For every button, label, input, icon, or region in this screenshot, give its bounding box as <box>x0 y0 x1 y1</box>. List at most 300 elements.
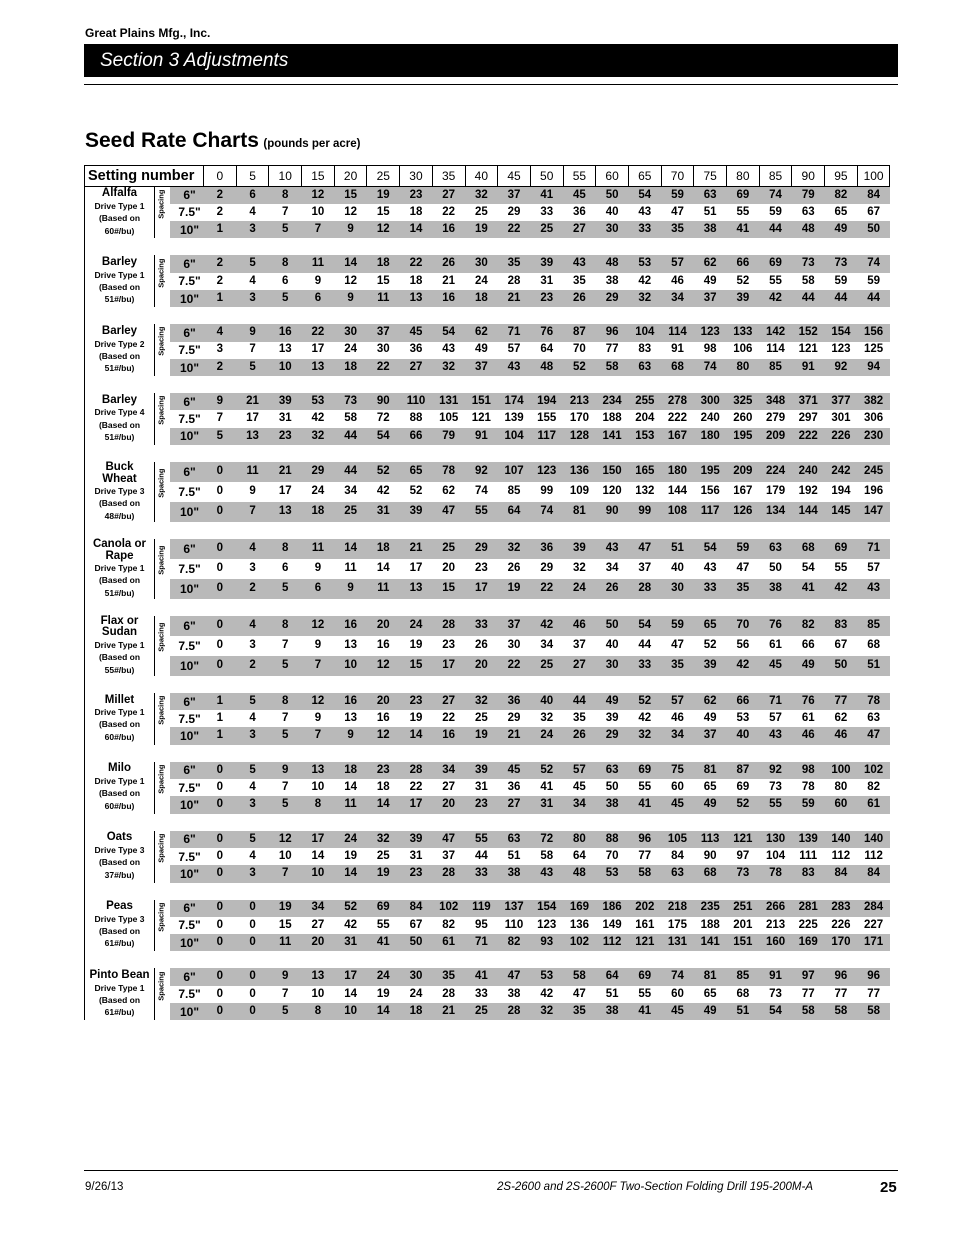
rate-cell: 7 <box>282 712 289 725</box>
rate-cell: 123 <box>530 462 563 482</box>
rate-cell: 84 <box>671 849 684 862</box>
rate-cell: 44 <box>334 462 367 482</box>
rate-cell: 15 <box>376 274 390 287</box>
rate-cell: 57 <box>769 712 782 725</box>
crop-note: (Based on <box>98 419 141 430</box>
crop-label <box>85 539 155 599</box>
rate-cell: 46 <box>563 616 596 636</box>
rate-cell: 87 <box>563 324 596 341</box>
rate-cell: 50 <box>857 221 890 238</box>
rate-cell: 105 <box>661 831 694 848</box>
rate-cell: 7 <box>282 205 289 218</box>
rate-cell: 54 <box>759 1003 792 1020</box>
table-row <box>85 559 890 579</box>
rate-cell: 28 <box>507 274 521 287</box>
rate-cell: 33 <box>465 865 498 882</box>
rate-cell: 348 <box>759 393 792 410</box>
table-row <box>85 204 890 221</box>
rate-cell: 10 <box>311 205 325 218</box>
rate-cell: 73 <box>769 987 782 1000</box>
rate-cell: 92 <box>825 359 858 376</box>
crop-label <box>85 616 155 676</box>
rate-cell: 105 <box>439 412 459 425</box>
rate-cell: 81 <box>563 502 596 522</box>
rate-cell: 0 <box>204 831 237 848</box>
rate-cell: 37 <box>638 562 652 575</box>
rate-cell: 44 <box>563 693 596 710</box>
rate-cell: 23 <box>474 562 488 575</box>
rate-cell: 69 <box>727 187 760 204</box>
rate-cell: 90 <box>367 393 400 410</box>
rate-cell: 39 <box>694 656 727 676</box>
rate-cell: 43 <box>703 562 717 575</box>
rate-cell: 10 <box>311 987 325 1000</box>
setting-number-header: Setting number <box>85 166 204 187</box>
rate-cell: 43 <box>857 579 890 599</box>
crop-name: Canola or Rape <box>92 538 147 562</box>
rate-cell: 41 <box>792 579 825 599</box>
rate-cell: 144 <box>792 502 825 522</box>
spacing-label-text: Spacing <box>156 327 166 357</box>
table-row <box>85 221 890 238</box>
rate-cell: 38 <box>759 579 792 599</box>
rate-cell: 108 <box>661 502 694 522</box>
rate-cell: 42 <box>540 987 554 1000</box>
rate-cell: 112 <box>596 934 629 951</box>
rate-cell: 45 <box>759 656 792 676</box>
rate-cell: 14 <box>334 539 367 559</box>
crop-note: Drive Type 3 <box>94 844 145 855</box>
rate-cell: 14 <box>311 849 325 862</box>
rate-cell: 4 <box>249 274 256 287</box>
rate-cell: 42 <box>638 712 652 725</box>
crop-note: (Based on <box>98 281 141 292</box>
rate-cell: 99 <box>628 502 661 522</box>
rate-cell: 25 <box>474 712 488 725</box>
rate-cell: 25 <box>465 1003 498 1020</box>
rate-cell: 132 <box>635 485 655 498</box>
rate-cell: 78 <box>857 693 890 710</box>
row-spacing: 10" <box>170 502 204 522</box>
row-spacing: 7.5" <box>178 561 201 576</box>
row-spacing: 10" <box>170 579 204 599</box>
crop-note: Drive Type 3 <box>94 486 145 497</box>
table-row <box>85 428 890 445</box>
rate-cell: 121 <box>798 343 818 356</box>
group-spacer <box>85 445 890 462</box>
rate-cell: 27 <box>563 656 596 676</box>
rate-cell: 3 <box>236 796 269 813</box>
setting-header-cell: 50 <box>530 166 563 187</box>
rate-cell: 113 <box>694 831 727 848</box>
rate-cell: 147 <box>857 502 890 522</box>
rate-cell: 46 <box>671 712 684 725</box>
crop-note: (Based on <box>98 857 141 868</box>
rate-cell: 39 <box>530 255 563 272</box>
rate-cell: 34 <box>302 900 335 917</box>
rate-cell: 24 <box>474 274 488 287</box>
rate-cell: 84 <box>857 187 890 204</box>
table-row <box>85 393 890 410</box>
rate-cell: 110 <box>400 393 433 410</box>
rate-cell: 82 <box>825 187 858 204</box>
rate-cell: 41 <box>727 221 760 238</box>
rate-cell: 39 <box>400 502 433 522</box>
rate-cell: 0 <box>204 762 237 779</box>
crop-note: Drive Type 2 <box>94 338 145 349</box>
spacing-label <box>155 762 170 814</box>
rate-cell: 5 <box>269 290 302 307</box>
table-row <box>85 502 890 522</box>
rate-cell: 47 <box>857 727 890 744</box>
rate-cell: 0 <box>204 934 237 951</box>
rate-cell: 6 <box>302 579 335 599</box>
rate-cell: 22 <box>367 359 400 376</box>
row-spacing: 7.5" <box>178 987 201 1002</box>
rate-cell: 0 <box>204 539 237 559</box>
crop-note: 51#/bu) <box>104 363 135 374</box>
table-row <box>85 616 890 636</box>
rate-cell: 18 <box>367 255 400 272</box>
rate-cell: 213 <box>563 393 596 410</box>
rate-cell: 91 <box>671 343 684 356</box>
rate-cell: 52 <box>367 462 400 482</box>
rate-cell: 32 <box>367 831 400 848</box>
setting-header-cell: 95 <box>825 166 858 187</box>
rate-cell: 58 <box>344 412 357 425</box>
rate-cell: 82 <box>792 616 825 636</box>
crop-note: 37#/bu) <box>104 869 135 880</box>
rate-cell: 4 <box>249 712 256 725</box>
heading-title: Seed Rate Charts <box>85 129 259 152</box>
rate-cell: 37 <box>498 616 531 636</box>
rate-cell: 5 <box>269 796 302 813</box>
heading-subtitle: (pounds per acre) <box>263 138 361 150</box>
rate-cell: 170 <box>569 412 589 425</box>
rate-cell: 18 <box>409 274 423 287</box>
rate-cell: 281 <box>792 900 825 917</box>
rate-cell: 47 <box>736 562 750 575</box>
rate-cell: 8 <box>269 255 302 272</box>
rate-cell: 131 <box>432 393 465 410</box>
spacing-label-text: Spacing <box>156 545 166 575</box>
rate-cell: 38 <box>596 1003 629 1020</box>
rate-cell: 3 <box>249 562 256 575</box>
rate-cell: 74 <box>530 502 563 522</box>
rate-cell: 27 <box>498 796 531 813</box>
rate-cell: 81 <box>694 968 727 985</box>
row-spacing: 7.5" <box>178 485 201 500</box>
rate-cell: 49 <box>792 656 825 676</box>
rate-cell: 42 <box>638 274 652 287</box>
rate-cell: 15 <box>400 656 433 676</box>
rate-cell: 40 <box>605 205 619 218</box>
rate-cell: 12 <box>302 693 335 710</box>
rate-cell: 24 <box>311 485 325 498</box>
crop-note: 51#/bu) <box>104 432 135 443</box>
rate-cell: 4 <box>249 849 256 862</box>
rate-cell: 117 <box>530 428 563 445</box>
rate-cell: 13 <box>236 428 269 445</box>
page-number: 25 <box>880 1179 897 1196</box>
rate-cell: 49 <box>825 221 858 238</box>
rate-cell: 17 <box>302 831 335 848</box>
table-row <box>85 727 890 744</box>
rate-cell: 139 <box>792 831 825 848</box>
rate-cell: 48 <box>596 255 629 272</box>
rate-cell: 278 <box>661 393 694 410</box>
rate-cell: 77 <box>867 987 880 1000</box>
rate-cell: 0 <box>204 796 237 813</box>
spacer-cell <box>85 307 890 324</box>
rate-cell: 77 <box>638 849 652 862</box>
rate-cell: 0 <box>216 780 224 793</box>
rate-cell: 11 <box>367 579 400 599</box>
rate-cell: 42 <box>344 918 357 931</box>
rate-cell: 14 <box>334 255 367 272</box>
rate-cell: 37 <box>573 639 586 652</box>
rate-cell: 0 <box>249 987 256 1000</box>
crop-label <box>85 393 155 445</box>
rate-cell: 84 <box>825 865 858 882</box>
rate-cell: 18 <box>302 502 335 522</box>
rate-cell: 154 <box>825 324 858 341</box>
rate-cell: 0 <box>216 918 224 931</box>
rate-cell: 41 <box>540 780 554 793</box>
rate-cell: 188 <box>602 412 622 425</box>
rate-cell: 57 <box>867 562 880 575</box>
spacer-cell <box>85 445 890 462</box>
rate-cell: 14 <box>367 796 400 813</box>
crop-note: Drive Type 3 <box>94 913 145 924</box>
spacing-label <box>155 968 170 1020</box>
rate-cell: 12 <box>302 616 335 636</box>
rate-cell: 37 <box>498 187 531 204</box>
rate-cell: 34 <box>661 727 694 744</box>
rate-cell: 82 <box>442 918 456 931</box>
rate-cell: 12 <box>367 656 400 676</box>
rate-cell: 0 <box>216 562 224 575</box>
rate-cell: 4 <box>249 205 256 218</box>
spacing-label <box>155 900 170 952</box>
rate-cell: 61 <box>801 712 815 725</box>
rate-cell: 38 <box>605 274 619 287</box>
setting-header-cell: 80 <box>727 166 760 187</box>
rate-cell: 61 <box>432 934 465 951</box>
rate-cell: 68 <box>792 539 825 559</box>
rate-cell: 11 <box>302 255 335 272</box>
rate-cell: 31 <box>474 780 488 793</box>
rate-cell: 47 <box>573 987 586 1000</box>
rate-cell: 7 <box>236 502 269 522</box>
setting-header-cell: 15 <box>302 166 335 187</box>
row-spacing: 6" <box>170 693 204 710</box>
rate-cell: 31 <box>409 849 423 862</box>
group-spacer <box>85 599 890 616</box>
rate-cell: 17 <box>465 579 498 599</box>
spacing-label <box>155 324 170 376</box>
rate-cell: 186 <box>596 900 629 917</box>
rate-cell: 123 <box>694 324 727 341</box>
rate-cell: 52 <box>727 796 760 813</box>
rate-cell: 73 <box>769 780 782 793</box>
rate-cell: 64 <box>540 343 554 356</box>
rate-cell: 63 <box>759 539 792 559</box>
row-spacing: 7.5" <box>178 638 201 653</box>
rate-cell: 19 <box>409 712 423 725</box>
rate-cell: 69 <box>825 539 858 559</box>
rate-cell: 5 <box>204 428 237 445</box>
rate-cell: 7 <box>282 987 289 1000</box>
rate-cell: 24 <box>367 968 400 985</box>
row-spacing: 7.5" <box>178 918 201 933</box>
rate-cell: 31 <box>367 502 400 522</box>
rate-cell: 165 <box>628 462 661 482</box>
rate-cell: 61 <box>769 639 782 652</box>
crop-name: Flax or Sudan <box>100 614 139 639</box>
rate-cell: 69 <box>628 968 661 985</box>
rate-cell: 3 <box>236 865 269 882</box>
table-row <box>85 273 890 290</box>
rate-cell: 36 <box>530 539 563 559</box>
rate-cell: 44 <box>857 290 890 307</box>
rate-cell: 64 <box>498 502 531 522</box>
rate-cell: 40 <box>605 639 619 652</box>
rate-cell: 54 <box>367 428 400 445</box>
rate-cell: 22 <box>409 780 423 793</box>
rate-cell: 65 <box>834 205 848 218</box>
group-spacer <box>85 238 890 255</box>
crop-note: Drive Type 1 <box>94 775 145 786</box>
setting-header-cell: 35 <box>432 166 465 187</box>
rate-cell: 283 <box>825 900 858 917</box>
spacing-label-text: Spacing <box>156 622 166 652</box>
rate-cell: 28 <box>432 616 465 636</box>
row-spacing: 7.5" <box>178 274 201 289</box>
rate-cell: 18 <box>367 539 400 559</box>
rate-cell: 230 <box>857 428 890 445</box>
rate-cell: 71 <box>498 324 531 341</box>
setting-header-cell: 70 <box>661 166 694 187</box>
rate-cell: 50 <box>825 656 858 676</box>
rate-cell: 234 <box>596 393 629 410</box>
rate-cell: 377 <box>825 393 858 410</box>
rate-cell: 63 <box>694 187 727 204</box>
rate-cell: 3 <box>249 639 256 652</box>
table-row <box>85 656 890 676</box>
rate-cell: 21 <box>498 727 531 744</box>
rate-cell: 76 <box>759 616 792 636</box>
rate-cell: 100 <box>825 762 858 779</box>
rate-cell: 11 <box>302 539 335 559</box>
rate-cell: 52 <box>736 274 750 287</box>
rate-cell: 58 <box>857 1003 890 1020</box>
rate-cell: 0 <box>216 849 224 862</box>
rate-cell: 73 <box>825 255 858 272</box>
table-row <box>85 693 890 710</box>
rate-cell: 54 <box>694 539 727 559</box>
rate-cell: 35 <box>498 255 531 272</box>
rate-cell: 53 <box>596 865 629 882</box>
rate-cell: 33 <box>540 205 554 218</box>
crop-note: (Based on <box>98 213 141 224</box>
row-spacing: 10" <box>170 656 204 676</box>
rate-cell: 43 <box>442 343 456 356</box>
rate-cell: 43 <box>530 865 563 882</box>
rate-cell: 83 <box>792 865 825 882</box>
rate-cell: 9 <box>314 639 322 652</box>
rate-cell: 18 <box>334 359 367 376</box>
rate-cell: 32 <box>628 727 661 744</box>
crop-note: Drive Type 1 <box>94 707 145 718</box>
crop-name: Milo <box>108 762 131 775</box>
rate-cell: 52 <box>409 485 423 498</box>
rate-cell: 67 <box>867 205 880 218</box>
group-spacer <box>85 814 890 831</box>
rate-cell: 11 <box>334 796 367 813</box>
rate-cell: 25 <box>474 205 488 218</box>
rate-cell: 90 <box>596 502 629 522</box>
rate-cell: 245 <box>857 462 890 482</box>
rate-cell: 35 <box>661 221 694 238</box>
rate-cell: 44 <box>825 290 858 307</box>
rate-cell: 32 <box>573 562 586 575</box>
footer-document-title: 2S-2600 and 2S-2600F Two-Section Folding Drill 195-200M-A <box>497 1181 813 1193</box>
rate-cell: 79 <box>432 428 465 445</box>
rate-cell: 21 <box>498 290 531 307</box>
rate-cell: 43 <box>498 359 531 376</box>
rate-cell: 58 <box>563 968 596 985</box>
rate-cell: 34 <box>432 762 465 779</box>
rate-cell: 63 <box>596 762 629 779</box>
rate-cell: 25 <box>432 539 465 559</box>
rate-cell: 40 <box>671 562 684 575</box>
rate-cell: 14 <box>400 727 433 744</box>
group-spacer <box>85 883 890 900</box>
rate-cell: 24 <box>530 727 563 744</box>
row-spacing: 10" <box>170 865 204 882</box>
rate-cell: 41 <box>367 934 400 951</box>
rate-cell: 5 <box>236 831 269 848</box>
rate-cell: 84 <box>400 900 433 917</box>
rate-cell: 31 <box>334 934 367 951</box>
rate-cell: 55 <box>834 562 848 575</box>
rate-cell: 82 <box>498 934 531 951</box>
rate-cell: 85 <box>857 616 890 636</box>
rate-cell: 7 <box>282 639 289 652</box>
rate-cell: 30 <box>400 968 433 985</box>
rate-cell: 161 <box>635 918 655 931</box>
rate-cell: 47 <box>671 639 684 652</box>
spacing-label-text: Spacing <box>156 833 166 863</box>
rate-cell: 62 <box>465 324 498 341</box>
rate-cell: 55 <box>736 205 750 218</box>
rate-cell: 30 <box>661 579 694 599</box>
rate-cell: 11 <box>367 290 400 307</box>
rate-cell: 5 <box>269 1003 302 1020</box>
row-spacing: 6" <box>170 968 204 985</box>
rate-cell: 18 <box>465 290 498 307</box>
crop-label <box>85 693 155 745</box>
rate-cell: 55 <box>638 987 652 1000</box>
rate-cell: 49 <box>703 712 717 725</box>
rate-cell: 0 <box>204 616 237 636</box>
crop-name: Oats <box>106 831 133 844</box>
table-row <box>85 848 890 865</box>
rate-cell: 57 <box>507 343 521 356</box>
spacer-cell <box>85 951 890 968</box>
table-body <box>85 187 890 1021</box>
